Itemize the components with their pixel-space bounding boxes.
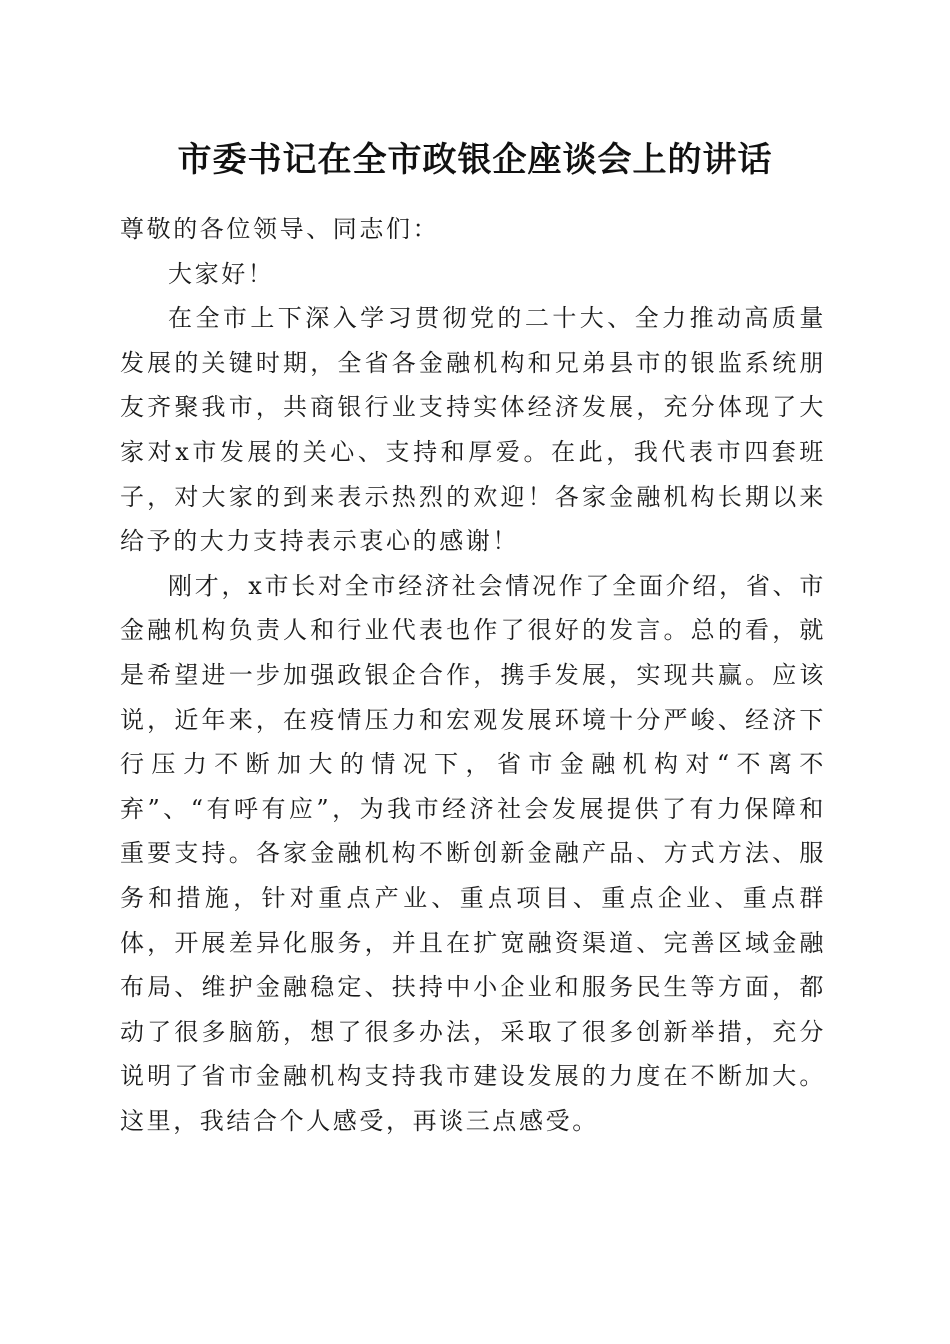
paragraph-review: 刚才，x市长对全市经济社会情况作了全面介绍，省、市金融机构负责人和行业代表也作了很好的发言。总的看，就是希望进一步加强政银企合作，携手发展，实现共赢。应该说，近年来，在疫情压力和宏观发展环境十分严峻、经济下行压力不断加大的情况下，省市金融机构对“不离不弃”、“有呼有应”，为我市经济社会发展提供了有力保障和重要支持。各家金融机构不断创新金融产品、方式方法、服务和措施，针对重点产业、重点项目、重点企业、重点群体，开展差异化服务，并且在扩宽融资渠道、完善区域金融布局、维护金融稳定、扶持中小企业和服务民生等方面，都动了很多脑筋，想了很多办法，采取了很多创新举措，充分说明了省市金融机构支持我市建设发展的力度在不断加大。这里，我结合个人感受，再谈三点感受。 (120, 571, 826, 1135)
document-body (120, 207, 826, 1143)
salutation: 尊敬的各位领导、同志们： (120, 215, 440, 243)
greeting: 大家好！ (168, 259, 275, 288)
paragraph-welcome: 在全市上下深入学习贯彻党的二十大、全力推动高质量发展的关键时期，全省各金融机构和兄弟县市的银监系统朋友齐聚我市，共商银行业支持实体经济发展，充分体现了大家对x市发展的关心、支持和厚爱。在此，我代表市四套班子，对大家的到来表示热烈的欢迎！各家金融机构长期以来给予的大力支持表示衷心的感谢！ (120, 304, 826, 556)
document-title: 市委书记在全市政银企座谈会上的讲话 (177, 140, 773, 180)
